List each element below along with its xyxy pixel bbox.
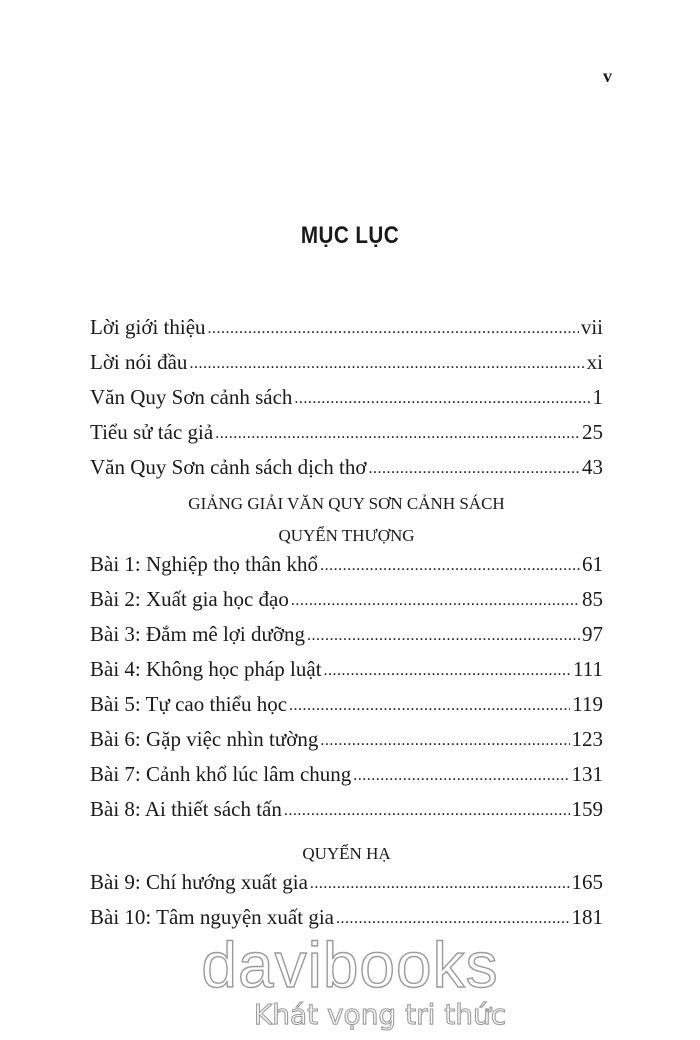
toc-entry-page: 85 [582,587,603,611]
toc-entry-page: 181 [571,905,603,929]
toc-entry [90,762,603,797]
toc-entry [90,905,603,940]
volume-heading-upper: QUYỂN THƯỢNG [278,526,415,545]
toc-entry-label: Văn Quy Sơn cảnh sách dịch thơ [90,455,367,479]
toc-entry-label: Bài 4: Không học pháp luật [90,657,322,681]
toc-entry [90,587,603,622]
toc-entry [90,797,603,832]
toc-entry-page: 131 [571,762,603,786]
toc-entry-label: Bài 10: Tâm nguyện xuất gia [90,905,334,929]
toc-entry-page: xi [586,350,603,374]
toc-entry-page: 61 [582,552,603,576]
toc-entry [90,455,603,490]
toc-entry-page: 123 [571,727,603,751]
toc-entry-page: 25 [582,420,603,444]
volume-heading-lower: QUYỂN HẠ [302,844,391,863]
toc-entry [90,385,603,420]
toc-entry-label: Bài 6: Gặp việc nhìn tường [90,727,319,751]
toc-entry-label: Tiểu sử tác giả [90,420,214,444]
dot-leader [284,802,570,820]
dot-leader [369,460,581,478]
toc-entry [90,692,603,727]
toc-entry [90,315,603,350]
toc-entry-page: 111 [573,657,603,681]
dot-leader [310,875,570,893]
dot-leader [353,767,569,785]
dot-leader [307,627,580,645]
toc-entry-page: 1 [592,385,603,409]
section-heading: GIẢNG GIẢI VĂN QUY SƠN CẢNH SÁCH [188,494,505,513]
toc-entry-page: 119 [572,692,603,716]
toc-entry-page: 159 [571,797,603,821]
page-number: v [603,66,612,86]
table-of-contents [90,315,603,940]
dot-leader [289,697,570,715]
toc-entry-label: Lời giới thiệu [90,315,206,339]
dot-leader [189,355,584,373]
dot-leader [208,320,579,338]
toc-entry-label: Bài 1: Nghiệp thọ thân khổ [90,552,319,576]
toc-entry-label: Bài 2: Xuất gia học đạo [90,587,289,611]
toc-entry [90,657,603,692]
toc-entry-page: 165 [571,870,603,894]
page-title: MỤC LỤC [300,222,400,249]
toc-entry-label: Bài 9: Chí hướng xuất gia [90,870,308,894]
toc-entry-label: Lời nói đầu [90,350,188,374]
toc-entry-label: Bài 3: Đắm mê lợi dưỡng [90,622,305,646]
toc-entry [90,727,603,762]
dot-leader [291,592,580,610]
watermark-tagline: Khát vọng tri thức [253,998,507,1031]
toc-entry [90,420,603,455]
toc-entry-label: Bài 5: Tự cao thiểu học [90,692,288,716]
toc-entry-label: Văn Quy Sơn cảnh sách [90,385,293,409]
toc-entry-page: vii [580,315,603,339]
dot-leader [215,425,580,443]
toc-entry-label: Bài 7: Cảnh khổ lúc lâm chung [90,762,352,786]
toc-entry [90,350,603,385]
dot-leader [320,732,569,750]
toc-entry [90,870,603,905]
toc-entry-label: Bài 8: Ai thiết sách tấn [90,797,282,821]
toc-entry-page: 43 [582,455,603,479]
dot-leader [336,910,570,928]
dot-leader [320,557,580,575]
dot-leader [324,662,572,680]
watermark-logo: davibooks [201,929,499,1001]
toc-entry [90,552,603,587]
toc-entry-page: 97 [582,622,603,646]
dot-leader [294,390,590,408]
toc-entry [90,622,603,657]
